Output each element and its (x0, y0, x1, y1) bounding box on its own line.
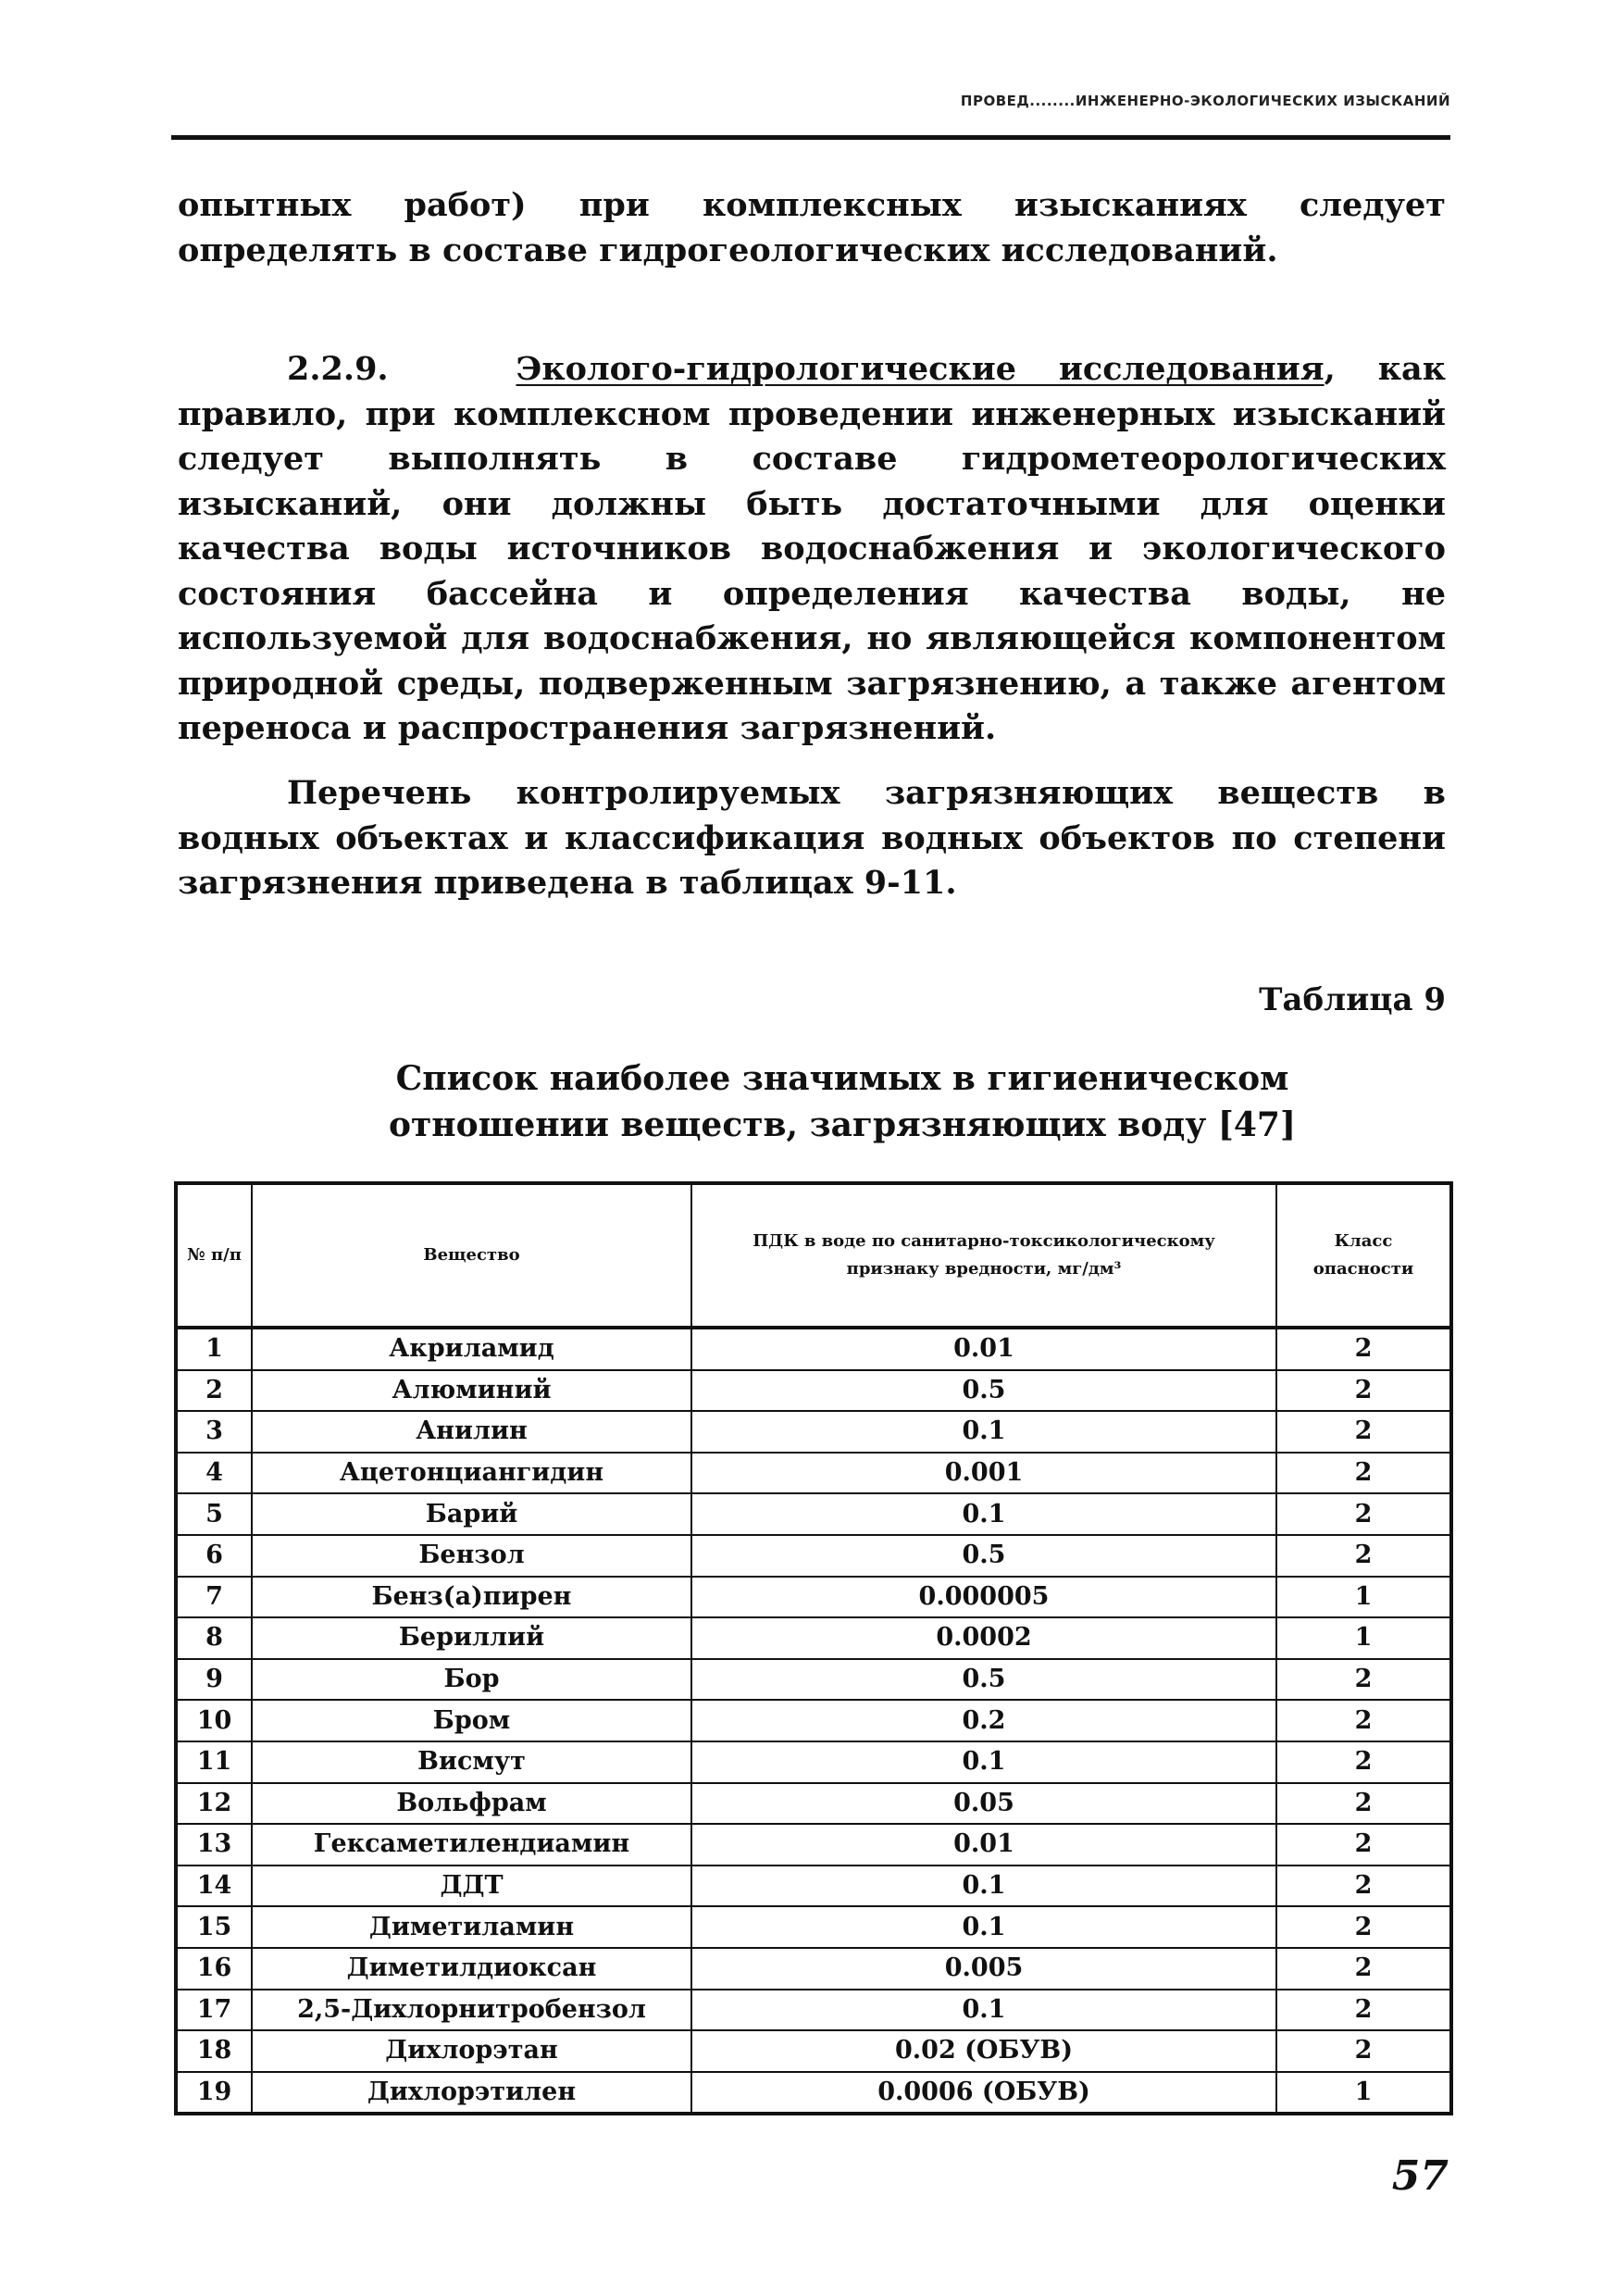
cell-substance: Барий (252, 1493, 691, 1535)
cell-hazard-class: 2 (1276, 1948, 1451, 1990)
header-rule (171, 135, 1450, 140)
table-row (176, 2030, 1451, 2072)
cell-pdk: 0.1 (691, 1990, 1276, 2031)
cell-number: 8 (176, 1617, 252, 1659)
cell-number: 18 (176, 2030, 252, 2072)
cell-substance: Алюминий (252, 1370, 691, 1412)
table-header-row (176, 1183, 1451, 1328)
cell-substance: Анилин (252, 1411, 691, 1453)
table-row (176, 1370, 1451, 1412)
cell-hazard-class: 2 (1276, 1411, 1451, 1453)
cell-number: 12 (176, 1783, 252, 1825)
table-row (176, 1411, 1451, 1453)
cell-pdk: 0.1 (691, 1493, 1276, 1535)
cell-hazard-class: 2 (1276, 1659, 1451, 1701)
cell-pdk: 0.0002 (691, 1617, 1276, 1659)
cell-substance: 2,5-Дихлорнитробензол (252, 1990, 691, 2031)
paragraph-intro: опытных работ) при комплексных изысканиях следует определять в составе гидрогеологических исследований. (178, 186, 1446, 269)
cell-pdk: 0.1 (691, 1866, 1276, 1907)
table-row (176, 2072, 1451, 2115)
cell-number: 19 (176, 2072, 252, 2115)
column-header-hazard-class: Класс опасности (1276, 1183, 1451, 1328)
cell-pdk: 0.5 (691, 1659, 1276, 1701)
cell-pdk: 0.001 (691, 1453, 1276, 1494)
cell-number: 6 (176, 1535, 252, 1577)
cell-number: 1 (176, 1328, 252, 1370)
table-number-label: Таблица 9 (1259, 981, 1446, 1018)
cell-hazard-class: 2 (1276, 1370, 1451, 1412)
table-body (176, 1328, 1451, 2114)
cell-pdk: 0.1 (691, 1411, 1276, 1453)
cell-pdk: 0.1 (691, 1741, 1276, 1783)
cell-number: 14 (176, 1866, 252, 1907)
cell-hazard-class: 1 (1276, 2072, 1451, 2115)
table-row (176, 1866, 1451, 1907)
cell-substance: Бензол (252, 1535, 691, 1577)
cell-hazard-class: 1 (1276, 1577, 1451, 1618)
cell-pdk: 0.005 (691, 1948, 1276, 1990)
cell-number: 7 (176, 1577, 252, 1618)
cell-hazard-class: 2 (1276, 1328, 1451, 1370)
table-row (176, 1990, 1451, 2031)
cell-pdk: 0.5 (691, 1370, 1276, 1412)
cell-hazard-class: 2 (1276, 1866, 1451, 1907)
table-row (176, 1577, 1451, 1618)
cell-number: 10 (176, 1700, 252, 1741)
cell-hazard-class: 2 (1276, 1493, 1451, 1535)
cell-substance: Гексаметилендиамин (252, 1824, 691, 1866)
cell-hazard-class: 2 (1276, 1906, 1451, 1948)
table-row (176, 1453, 1451, 1494)
paragraph-section-2-2-9 (178, 347, 1446, 752)
cell-substance: Ацетонциангидин (252, 1453, 691, 1494)
cell-pdk: 0.000005 (691, 1577, 1276, 1618)
section-body: , как правило, при комплексном проведении инженерных изысканий следует выполнять в составе гидрометеорологических изысканий, они должны быть достаточными для оценки качества воды источников водоснабжения и экологического состояния бассейна и определения качества воды, не используемой для водоснабжения, но являющейся компонентом природной среды, подверженным загрязнению, а также агентом переноса и распространения загрязнений. (178, 350, 1446, 747)
cell-substance: Дихлорэтилен (252, 2072, 691, 2115)
cell-pdk: 0.05 (691, 1783, 1276, 1825)
section-heading: Эколого-гидрологические исследования (516, 350, 1325, 388)
column-header-substance: Вещество (252, 1183, 691, 1328)
table-row (176, 1948, 1451, 1990)
cell-number: 2 (176, 1370, 252, 1412)
cell-hazard-class: 2 (1276, 1700, 1451, 1741)
substances-table (174, 1181, 1453, 2115)
cell-number: 4 (176, 1453, 252, 1494)
cell-hazard-class: 2 (1276, 2030, 1451, 2072)
cell-substance: Бериллий (252, 1617, 691, 1659)
table-row (176, 1617, 1451, 1659)
table-caption: Список наиболее значимых в гигиеническом отношении веществ, загрязняющих воду [47] (388, 1059, 1296, 1144)
cell-substance: Бром (252, 1700, 691, 1741)
cell-hazard-class: 2 (1276, 1990, 1451, 2031)
paragraph-list-reference: Перечень контролируемых загрязняющих веществ в водных объектах и классификация водных объектов по степени загрязнения приведена в таблицах 9-11. (178, 774, 1446, 902)
cell-substance: Вольфрам (252, 1783, 691, 1825)
cell-number: 3 (176, 1411, 252, 1453)
cell-pdk: 0.1 (691, 1906, 1276, 1948)
cell-number: 15 (176, 1906, 252, 1948)
cell-number: 13 (176, 1824, 252, 1866)
cell-pdk: 0.5 (691, 1535, 1276, 1577)
cell-hazard-class: 2 (1276, 1453, 1451, 1494)
table-row (176, 1783, 1451, 1825)
section-number: 2.2.9. (287, 350, 389, 388)
cell-hazard-class: 2 (1276, 1535, 1451, 1577)
cell-substance: Висмут (252, 1741, 691, 1783)
running-head: ПРОВЕД........ИНЖЕНЕРНО-ЭКОЛОГИЧЕСКИХ ИЗЫСКАНИЙ (960, 93, 1450, 109)
column-header-pdk: ПДК в воде по санитарно-токсикологическому признаку вредности, мг/дм³ (691, 1183, 1276, 1328)
cell-substance: Акриламид (252, 1328, 691, 1370)
table-row (176, 1659, 1451, 1701)
cell-substance: Диметилдиоксан (252, 1948, 691, 1990)
table-row (176, 1824, 1451, 1866)
table-row (176, 1741, 1451, 1783)
cell-number: 11 (176, 1741, 252, 1783)
cell-pdk: 0.0006 (ОБУВ) (691, 2072, 1276, 2115)
cell-number: 16 (176, 1948, 252, 1990)
cell-hazard-class: 2 (1276, 1824, 1451, 1866)
cell-pdk: 0.02 (ОБУВ) (691, 2030, 1276, 2072)
cell-substance: Бор (252, 1659, 691, 1701)
cell-number: 9 (176, 1659, 252, 1701)
cell-number: 5 (176, 1493, 252, 1535)
cell-pdk: 0.01 (691, 1328, 1276, 1370)
table-row (176, 1906, 1451, 1948)
cell-hazard-class: 1 (1276, 1617, 1451, 1659)
table-row (176, 1535, 1451, 1577)
column-header-num: № п/п (176, 1183, 252, 1328)
cell-substance: ДДТ (252, 1866, 691, 1907)
page-number: 57 (1391, 2152, 1449, 2200)
cell-substance: Бенз(а)пирен (252, 1577, 691, 1618)
cell-substance: Дихлорэтан (252, 2030, 691, 2072)
table-row (176, 1328, 1451, 1370)
cell-substance: Диметиламин (252, 1906, 691, 1948)
table-row (176, 1700, 1451, 1741)
table-row (176, 1493, 1451, 1535)
cell-hazard-class: 2 (1276, 1741, 1451, 1783)
cell-pdk: 0.01 (691, 1824, 1276, 1866)
cell-pdk: 0.2 (691, 1700, 1276, 1741)
cell-number: 17 (176, 1990, 252, 2031)
cell-hazard-class: 2 (1276, 1783, 1451, 1825)
